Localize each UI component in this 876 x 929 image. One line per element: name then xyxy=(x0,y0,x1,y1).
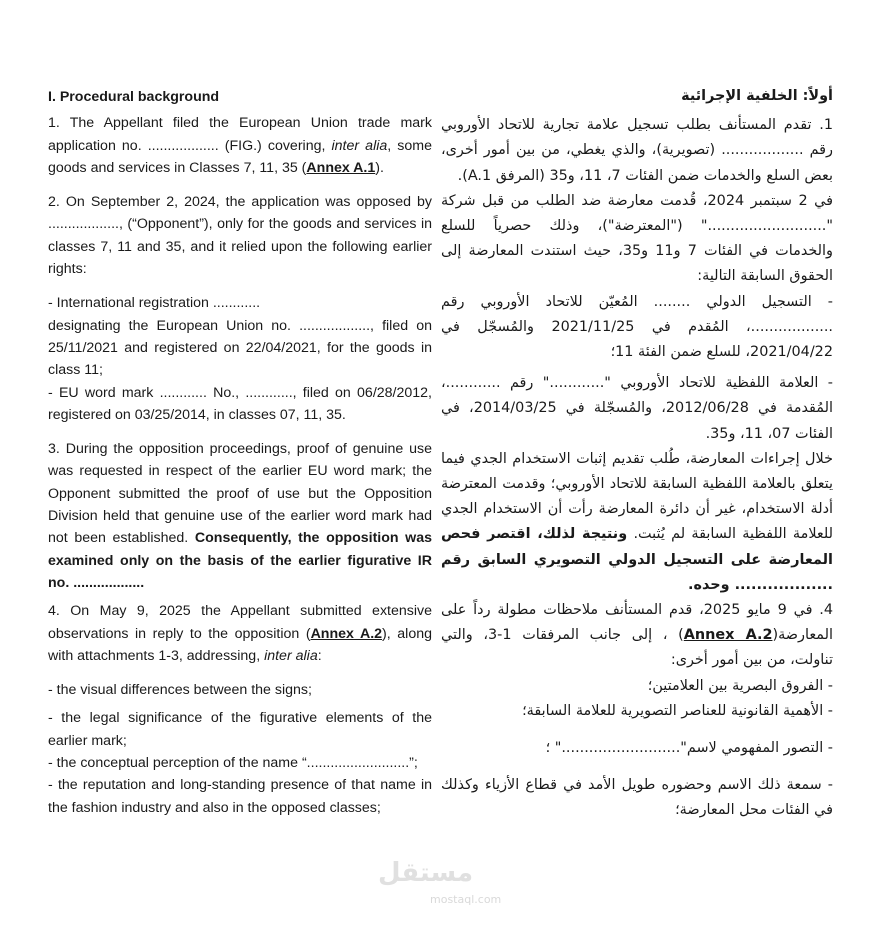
english-paragraph-11: - the reputation and long-standing presence of that name in the fashion industry and also in the opposed classes; xyxy=(48,777,432,816)
english-paragraph-6 xyxy=(48,438,432,594)
text: inter alia xyxy=(264,647,318,664)
arabic-paragraph-3: - التسجيل الدولي ........ المُعيّن للاتحاد الأوروبي رقم ..................، المُقدم في 2021/11/25 والمُسجّل في 2021/04/22، للسلع ضمن الفئة 11؛ xyxy=(441,293,834,361)
text: ) ، إلى جانب المرفقات 1-3، والتي تناولت، من بين أمور أخرى: xyxy=(441,627,833,669)
arabic-paragraph-10: - سمعة ذلك الاسم وحضوره طويل الأمد في قطاع الأزياء وكذلك في الفئات محل المعارضة؛ xyxy=(441,777,833,819)
arabic-paragraph-2: في 2 سبتمبر 2024، قُدمت معارضة ضد الطلب من قبل شركة ".........................." ("المعترضة")، وذلك حصرياً للسلع والخدمات في الفئات 7 و11 و35، حيث استندت المعارضة إلى الحقوق السابقة التالية: xyxy=(441,192,834,285)
arabic-paragraph-6 xyxy=(441,598,833,674)
english-paragraph-7 xyxy=(48,600,432,667)
annex-reference: Annex A.1 xyxy=(306,159,376,176)
annex-reference: Annex A.2 xyxy=(310,625,383,642)
annex-reference: Annex A.2 xyxy=(683,627,773,644)
text: ). xyxy=(375,159,384,176)
watermark-logo: مستقل xyxy=(378,858,474,888)
text: 4. في 9 مايو 2025، قدم المستأنف ملاحظات مطولة رداً على المعارضة( xyxy=(441,602,833,644)
english-paragraph-5: - EU word mark ............ No., ............, filed on 06/28/2012, registered on 03/25/2014, in classes 07, 11, 35. xyxy=(48,384,432,423)
english-column xyxy=(48,86,432,819)
text: ), along with attachments 1-3, addressing, xyxy=(48,625,432,664)
english-paragraph-4: designating the European Union no. .................., filed on 25/11/2021 and registered on 22/04/2021, for the goods in class 11; xyxy=(48,317,432,379)
text: , some goods and services in Classes 7, 11, 35 ( xyxy=(48,137,432,176)
bold-text: Consequently, the opposition was examined only on the basis of the earlier figurative IR no. .................. xyxy=(48,530,432,591)
arabic-column xyxy=(441,84,833,824)
english-paragraph-9: - the legal significance of the figurative elements of the earlier mark; xyxy=(48,710,432,749)
text: 3. During the opposition proceedings, proof of genuine use was requested in respect of the earlier EU word mark; the Opponent submitted the proof of use but the Opposition Division held that genuine use of the earlier word mark had not been established. xyxy=(48,441,432,547)
text: 4. On May 9, 2025 the Appellant submitted extensive observations in reply to the opposition ( xyxy=(48,603,432,642)
english-paragraph-3: - International registration ............ xyxy=(48,295,261,312)
bold-text: ونتيجة لذلك، اقتصر فحص المعارضة على التسجيل الدولي التصويري السابق رقم .................. وحده. xyxy=(441,526,833,593)
text: 1. The Appellant filed the European Union trade mark application no. .................. (FIG.) covering, xyxy=(48,115,432,154)
arabic-paragraph-1: 1. تقدم المستأنف بطلب تسجيل علامة تجارية للاتحاد الأوروبي رقم .................. (تصويرية)، والذي يغطي، من بين أمور أخرى، بعض السلع والخدمات ضمن الفئات 7، 11، و35 (المرفق A.1). xyxy=(441,117,833,184)
english-paragraph-2: 2. On September 2, 2024, the application was opposed by .................., (“Opponent”), only for the goods and services in classes 7, 11 and 35, and it relied upon the following earlier rights: xyxy=(48,194,432,278)
watermark-site: mostaql.com xyxy=(430,893,502,906)
text: : xyxy=(317,647,322,664)
english-paragraph-10: - the conceptual perception of the name “..........................”; xyxy=(48,755,418,772)
arabic-heading: أولاً: الخلفية الإجرائية xyxy=(681,88,833,104)
arabic-paragraph-9: - التصور المفهومي لاسم".........................." ؛ xyxy=(545,740,833,757)
arabic-paragraph-7: - الفروق البصرية بين العلامتين؛ xyxy=(647,677,833,694)
arabic-paragraph-5 xyxy=(441,447,833,598)
english-heading: I. Procedural background xyxy=(48,89,220,105)
text: خلال إجراءات المعارضة، طُلب تقديم إثبات الاستخدام الجدي فيما يتعلق بالعلامة اللفظية السابقة للاتحاد الأوروبي؛ وقدمت المعترضة أدلة الاستخدام، غير أن دائرة المعارضة رأت أن الاستخدام الجدي للعلامة اللفظية السابقة لم يُثبت. xyxy=(441,450,833,543)
arabic-paragraph-8: - الأهمية القانونية للعناصر التصويرية للعلامة السابقة؛ xyxy=(522,702,833,719)
text: inter alia xyxy=(331,137,388,154)
english-paragraph-8: - the visual differences between the signs; xyxy=(48,682,312,699)
arabic-paragraph-4: - العلامة اللفظية للاتحاد الأوروبي "............" رقم ............، المُقدمة في 2012/06/28، والمُسجّلة في 2014/03/25، في الفئات 07، 11، و35. xyxy=(441,375,834,442)
english-paragraph-1 xyxy=(48,112,432,179)
